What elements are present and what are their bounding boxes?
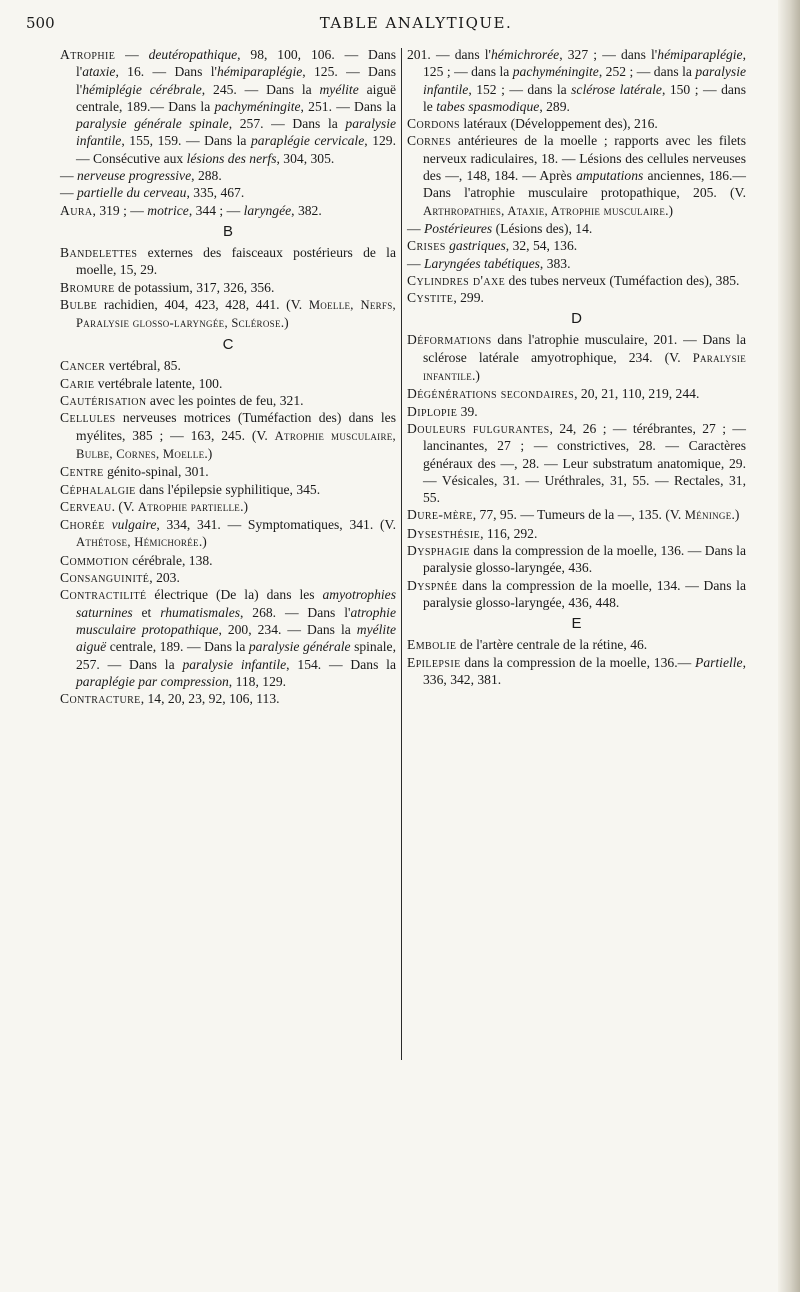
entry-text: dans la compression de la moelle, 136.— bbox=[460, 654, 696, 670]
entry-italic-text: vulgaire bbox=[111, 517, 157, 533]
column-divider bbox=[401, 48, 402, 1060]
entry-headword: Cerveau bbox=[60, 498, 112, 514]
index-entry bbox=[407, 220, 746, 237]
entry-headword: Dysesthésie bbox=[407, 525, 481, 541]
index-entry bbox=[407, 542, 746, 577]
entry-text: , 288. bbox=[191, 168, 222, 184]
entry-italic-text: gastriques bbox=[449, 238, 506, 254]
entry-text: nerveuses motrices (Tuméfaction des) dans les myélites, 385 ; — 163, 245. (V. bbox=[76, 410, 396, 443]
entry-italic-text: Partielle bbox=[695, 654, 743, 670]
entry-headword: Dégénérations secondaires bbox=[407, 386, 575, 402]
entry-text bbox=[105, 517, 112, 532]
entry-italic-text: myélite aiguë bbox=[76, 621, 396, 655]
index-entry bbox=[60, 244, 396, 279]
entry-text: , 382. bbox=[291, 202, 322, 218]
entry-italic-text: hémiplégie cérébrale bbox=[82, 81, 202, 97]
index-entry bbox=[60, 46, 396, 167]
entry-text: , 129. — Consécutive aux bbox=[76, 133, 396, 166]
entry-text: , 251. — Dans la bbox=[300, 98, 396, 114]
index-entry bbox=[60, 498, 396, 516]
entry-italic-text: amyotrophies saturnines bbox=[76, 587, 396, 620]
entry-text: centrale, 189. — Dans la bbox=[106, 639, 249, 655]
entry-headword: Déformations bbox=[407, 332, 492, 348]
index-entry bbox=[60, 516, 396, 552]
entry-text: , 335, 467. bbox=[186, 185, 245, 201]
entry-text: , 152 ; — dans la bbox=[468, 81, 572, 97]
entry-text: , 268. — Dans l' bbox=[240, 604, 351, 620]
entry-italic-text: nerveuse progressive bbox=[77, 168, 192, 184]
entry-text: .) bbox=[280, 315, 289, 331]
entry-italic-text: paralysie générale bbox=[248, 639, 351, 655]
entry-cross-reference: Méninge bbox=[684, 508, 732, 523]
entry-headword: Consanguinité bbox=[60, 570, 150, 586]
entry-text: . (V. bbox=[111, 498, 138, 514]
entry-headword: Carie bbox=[60, 375, 95, 391]
entry-cross-reference: Moelle, Nerfs, Paralysie glosso-laryngée, Sclérose bbox=[76, 297, 396, 331]
index-entry bbox=[60, 184, 396, 201]
entry-text: 201. — dans l' bbox=[407, 47, 491, 62]
entry-text: et bbox=[132, 604, 161, 620]
entry-text: .) bbox=[240, 498, 249, 514]
entry-text: vertébral, 85. bbox=[105, 358, 181, 374]
entry-italic-text: paralysie générale spinale bbox=[76, 116, 229, 132]
entry-italic-text: pachyméningite bbox=[512, 64, 599, 80]
entry-headword: Cystite bbox=[407, 290, 454, 306]
entry-headword: Dyspnée bbox=[407, 577, 458, 593]
entry-text: (Lésions des), 14. bbox=[492, 220, 593, 236]
entry-text: électrique (De la) dans les bbox=[146, 587, 323, 603]
entry-text: 39. bbox=[457, 403, 478, 419]
entry-text: , 289. bbox=[539, 98, 570, 114]
entry-italic-text: hémiparaplégie bbox=[216, 64, 303, 80]
index-entry bbox=[60, 167, 396, 184]
entry-text: de potassium, 317, 326, 356. bbox=[114, 279, 275, 295]
entry-headword: Bandelettes bbox=[60, 244, 138, 260]
entry-italic-text: paraplégie par compression bbox=[76, 673, 229, 689]
entry-italic-text: Laryngées tabétiques bbox=[424, 255, 540, 271]
entry-text: , 150 ; — dans le bbox=[423, 81, 746, 114]
entry-cross-reference: Atrophie musculaire, Bulbe, Cornes, Moelle bbox=[76, 428, 396, 461]
entry-headword: Cautérisation bbox=[60, 393, 147, 409]
entry-cross-reference: Paralysie infantile bbox=[423, 350, 746, 384]
entry-text: — bbox=[407, 220, 424, 236]
entry-text: , 252 ; — dans la bbox=[598, 64, 696, 80]
entry-text: dans l'épilepsie syphilitique, 345. bbox=[135, 481, 321, 497]
index-entry bbox=[60, 481, 396, 498]
index-entry bbox=[407, 506, 746, 524]
entry-text: rachidien, 404, 423, 428, 441. (V. bbox=[97, 296, 309, 312]
index-entry bbox=[407, 577, 746, 612]
entry-headword: Cornes bbox=[407, 133, 452, 149]
entry-headword: Cellules bbox=[60, 410, 116, 426]
entry-headword: Dysphagie bbox=[407, 543, 470, 559]
entry-text: .) bbox=[665, 202, 674, 218]
entry-text: , 118, 129. bbox=[228, 673, 287, 689]
entry-text: , 16. — Dans l' bbox=[115, 64, 217, 80]
entry-headword: Epilepsie bbox=[407, 654, 461, 670]
index-entry bbox=[60, 690, 396, 707]
entry-text: .) bbox=[472, 368, 480, 384]
entry-text: — bbox=[60, 168, 77, 184]
entry-text: , 125 ; — dans la bbox=[423, 47, 746, 80]
entry-headword: Centre bbox=[60, 464, 104, 480]
entry-headword: Cordons bbox=[407, 116, 460, 132]
entry-text: avec les pointes de feu, 321. bbox=[146, 393, 304, 409]
entry-text: , 77, 95. — Tumeurs de la —, 135. (V. bbox=[472, 507, 685, 523]
index-entry bbox=[407, 272, 746, 289]
entry-text: , 344 ; — bbox=[188, 202, 244, 218]
entry-headword: Contracture bbox=[60, 691, 141, 707]
entry-italic-text: paraplégie cervicale bbox=[250, 133, 365, 149]
entry-headword: Embolie bbox=[407, 637, 457, 653]
entry-text: des tubes nerveux (Tuméfaction des), 385. bbox=[505, 272, 740, 288]
entry-text: , 14, 20, 23, 92, 106, 113. bbox=[140, 691, 280, 707]
entry-headword: Contractilité bbox=[60, 587, 147, 603]
entry-text: , 154. — Dans la bbox=[286, 656, 396, 672]
entry-headword: Bulbe bbox=[60, 296, 98, 312]
entry-text: , 32, 54, 136. bbox=[505, 238, 578, 254]
entry-italic-text: motrice bbox=[147, 202, 189, 218]
entry-text: dans la compression de la moelle, 134. — Dans la paralysie glosso-laryngée, 436, 448. bbox=[423, 577, 746, 610]
entry-text: , 257. — Dans la bbox=[228, 116, 346, 132]
entry-text: , 304, 305. bbox=[276, 150, 335, 166]
index-entry bbox=[407, 46, 746, 115]
index-entry bbox=[60, 392, 396, 409]
index-entry bbox=[60, 409, 396, 463]
entry-italic-text: pachyméningite bbox=[214, 98, 301, 114]
index-entry bbox=[60, 375, 396, 392]
entry-headword: Atrophie bbox=[60, 47, 116, 62]
entry-italic-text: ataxie bbox=[82, 64, 116, 80]
section-letter: E bbox=[571, 615, 582, 633]
entry-italic-text: paralysie infantile bbox=[182, 656, 287, 672]
index-entry bbox=[407, 115, 746, 132]
section-letter: B bbox=[222, 222, 233, 240]
entry-italic-text: paralysie infantile bbox=[423, 64, 747, 97]
entry-headword: Aura bbox=[60, 202, 93, 218]
index-entry bbox=[60, 279, 396, 296]
entry-text: — bbox=[407, 255, 424, 271]
entry-headword: Crises bbox=[407, 238, 446, 254]
entry-text: , 24, 26 ; — térébrantes, 27 ; — lancinantes, 27 ; — constrictives, 28. — Caractères généraux des —, 28. — Leur substratum anatomique, 29. — Vésicales, 31. — Uréthrales, 31, 55. — Rectales, 31, 55. bbox=[423, 420, 746, 506]
entry-cross-reference: Athétose, Hémichorée bbox=[76, 535, 199, 550]
entry-text: vertébrale latente, 100. bbox=[94, 375, 223, 391]
entry-cross-reference: Arthropathies, Ataxie, Atrophie musculaire bbox=[423, 203, 666, 218]
entry-italic-text: myélite bbox=[319, 81, 359, 97]
index-entry bbox=[407, 255, 746, 272]
entry-text: .) bbox=[731, 507, 740, 523]
index-entry bbox=[407, 525, 746, 542]
index-entry bbox=[60, 569, 396, 586]
entry-headword: Céphalalgie bbox=[60, 481, 136, 497]
entry-italic-text: deutéropathique bbox=[148, 47, 238, 62]
running-head bbox=[26, 6, 748, 36]
entry-text: , 98, 100, 106. — Dans l' bbox=[76, 47, 396, 80]
entry-italic-text: hémiparaplégie bbox=[657, 47, 743, 62]
index-entry bbox=[60, 463, 396, 480]
entry-text: , 125. — Dans l' bbox=[76, 64, 396, 97]
entry-italic-text: rhumatismales bbox=[160, 604, 241, 620]
entry-italic-text: laryngée bbox=[243, 202, 292, 218]
entry-text: .) bbox=[204, 445, 213, 461]
section-letter: D bbox=[571, 310, 582, 328]
entry-text: , 245. — Dans la bbox=[201, 81, 320, 97]
entry-text: , 20, 21, 110, 219, 244. bbox=[574, 386, 700, 402]
entry-text: antérieures de la moelle ; rapports avec les filets nerveux radiculaires, 18. — Lésions des cellules nerveuses des —, 148, 184. — Après bbox=[423, 133, 746, 184]
entry-italic-text: hémichrorée bbox=[490, 47, 560, 62]
entry-text: , 319 ; — bbox=[92, 202, 148, 218]
entry-text: , 336, 342, 381. bbox=[423, 654, 746, 687]
index-entry bbox=[60, 202, 396, 219]
entry-headword: Commotion bbox=[60, 552, 129, 568]
entry-headword: Diplopie bbox=[407, 403, 458, 419]
entry-text: spinale, 257. — Dans la bbox=[76, 639, 396, 672]
page-edge-shadow bbox=[778, 0, 800, 1292]
entry-text: dans l'atrophie musculaire, 201. — Dans la sclérose latérale amyotrophique, 234. (V. bbox=[423, 332, 746, 365]
index-entry bbox=[407, 654, 746, 689]
entry-text: .) bbox=[198, 534, 207, 550]
entry-headword: Douleurs fulgurantes bbox=[407, 420, 550, 436]
entry-text: cérébrale, 138. bbox=[128, 552, 213, 568]
entry-headword: Chorée bbox=[60, 517, 105, 533]
entry-headword: Cylindres d'axe bbox=[407, 272, 506, 288]
entry-text: , 334, 341. — Symptomatiques, 341. (V. bbox=[156, 517, 396, 533]
entry-italic-text: lésions des nerfs bbox=[186, 150, 277, 166]
index-entry bbox=[60, 552, 396, 569]
running-title: TABLE ANALYTIQUE. bbox=[319, 14, 513, 32]
entry-text: de l'artère centrale de la rétine, 46. bbox=[456, 637, 648, 653]
index-entry bbox=[407, 403, 746, 420]
entry-text: dans la compression de la moelle, 136. — Dans la paralysie glosso-laryngée, 436. bbox=[423, 543, 746, 576]
entry-italic-text: Postérieures bbox=[424, 220, 493, 236]
entry-text: , 203. bbox=[149, 570, 180, 586]
index-column-left bbox=[60, 46, 396, 707]
index-entry bbox=[407, 636, 746, 653]
entry-text: génito-spinal, 301. bbox=[103, 464, 209, 480]
entry-text: externes des faisceaux postérieurs de la moelle, 15, 29. bbox=[76, 244, 396, 278]
entry-italic-text: tabes spasmodique bbox=[436, 98, 540, 114]
entry-text: — bbox=[60, 185, 77, 201]
entry-italic-text: amputations bbox=[576, 168, 644, 184]
index-entry bbox=[407, 420, 746, 506]
entry-italic-text: partielle du cerveau bbox=[77, 185, 187, 201]
entry-text: anciennes, 186.— Dans l'atrophie musculaire protopathique, 205. (V. bbox=[423, 168, 747, 201]
entry-text: , 155, 159. — Dans la bbox=[121, 133, 251, 149]
entry-italic-text: atrophie musculaire protopathique bbox=[76, 604, 396, 637]
entry-text: , 299. bbox=[453, 290, 484, 306]
entry-headword: Dure-mère bbox=[407, 507, 473, 523]
entry-text: , 383. bbox=[539, 255, 571, 271]
entry-cross-reference: Atrophie partielle bbox=[137, 499, 241, 514]
index-entry bbox=[60, 586, 396, 690]
page-number: 500 bbox=[26, 14, 55, 32]
entry-text: aiguë centrale, 189.— Dans la bbox=[76, 81, 397, 114]
index-entry bbox=[60, 357, 396, 374]
entry-text: latéraux (Développement des), 216. bbox=[460, 116, 658, 132]
entry-text: , 116, 292. bbox=[480, 525, 538, 541]
index-entry bbox=[407, 385, 746, 402]
entry-text: — bbox=[115, 47, 149, 62]
entry-text: , 200, 234. — Dans la bbox=[218, 621, 357, 637]
index-entry bbox=[407, 331, 746, 385]
index-column-right bbox=[407, 46, 746, 688]
section-letter: C bbox=[222, 336, 234, 354]
index-entry bbox=[60, 296, 396, 333]
entry-headword: Cancer bbox=[60, 358, 106, 374]
entry-italic-text: sclérose latérale bbox=[571, 81, 662, 97]
entry-italic-text: paralysie infantile bbox=[76, 116, 397, 149]
entry-text: , 327 ; — dans l' bbox=[559, 47, 658, 62]
index-entry bbox=[407, 289, 746, 306]
entry-headword: Bromure bbox=[60, 279, 115, 295]
index-entry bbox=[407, 132, 746, 219]
index-entry bbox=[407, 237, 746, 254]
